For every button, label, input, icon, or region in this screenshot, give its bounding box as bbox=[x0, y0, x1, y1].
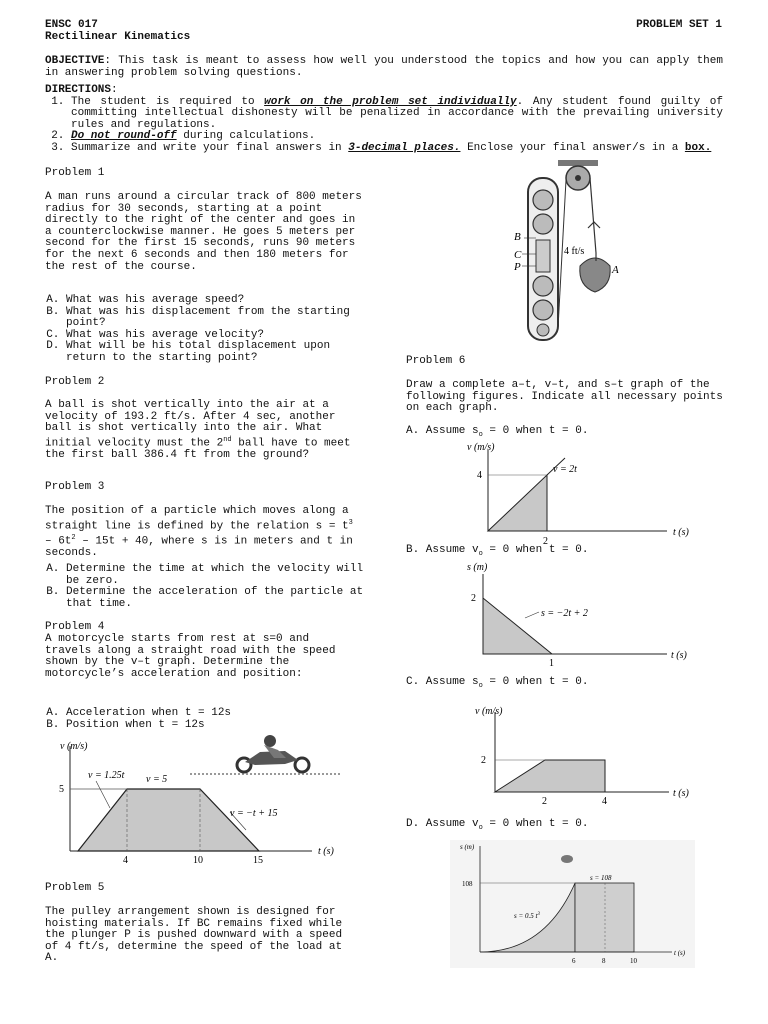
x-tick-label: 15 bbox=[253, 855, 263, 866]
problem-6a-vt-graph bbox=[455, 438, 700, 546]
problem-6-title: Problem 6 bbox=[406, 355, 466, 367]
topic-title: Rectilinear Kinematics bbox=[45, 31, 191, 43]
x-tick-label: 6 bbox=[572, 957, 576, 965]
problem-6-text: Draw a complete a–t, v–t, and s–t graph of the following figures. Indicate all necessary points on each graph. bbox=[406, 379, 723, 415]
graph-x-label: t (s) bbox=[671, 650, 687, 661]
graph-x-label: t (s) bbox=[673, 527, 689, 538]
problem-1-item: B. What was his displacement from the starting point? bbox=[66, 307, 372, 330]
problem-4-item: A. Acceleration when t = 12s bbox=[66, 708, 372, 720]
ball-icon bbox=[561, 855, 573, 863]
problem-3-item: A. Determine the time at which the velocity will be zero. bbox=[66, 564, 372, 587]
problem-6b-st-graph bbox=[455, 556, 700, 668]
graph-y-label: v (m/s) bbox=[475, 706, 503, 717]
problem-1-questions bbox=[42, 295, 372, 365]
course-code: ENSC 017 bbox=[45, 19, 98, 31]
problem-1-item: C. What was his average velocity? bbox=[66, 330, 372, 342]
problem-2-text: A ball is shot vertically into the air at a velocity of 193.2 ft/s. After 4 sec, another ball is shot vertically into the air. What initial velocity must the 2nd ball have to meet the first ball 386.4 ft from the ground? bbox=[45, 399, 351, 462]
pulley-label-a: A bbox=[612, 264, 619, 276]
problem-4-vt-graph bbox=[40, 732, 360, 872]
x-tick-label: 8 bbox=[602, 957, 606, 965]
direction-1: 1. The student is required to work on the problem set individually. Any student found guilty of committing intellectual dishonesty will be penalized in accordance with the prevailing university rules and regulations. bbox=[71, 97, 723, 132]
problem-4-text: A motorcycle starts from rest at s=0 and travels along a straight road with the speed shown by the v–t graph. Determine the motorcycle’s acceleration and position: bbox=[45, 633, 336, 680]
direction-2: 2. Do not round-off during calculations. bbox=[71, 131, 723, 143]
problem-6a-condition: A. Assume $s_o = 0$ when t = 0. bbox=[406, 425, 589, 440]
problem-3-item: B. Determine the acceleration of the particle at that time. bbox=[66, 587, 372, 610]
problem-1-title: Problem 1 bbox=[45, 167, 105, 179]
graph-y-label: s (m) bbox=[467, 562, 488, 573]
problem-4-title: Problem 4 bbox=[45, 621, 105, 633]
pulley-label-c: C bbox=[514, 249, 522, 261]
eq-label: s = −2t + 2 bbox=[541, 608, 588, 619]
eq-label: v = 1.25t bbox=[88, 770, 125, 781]
problem-6d-st-graph bbox=[450, 840, 695, 968]
problem-3-title: Problem 3 bbox=[45, 481, 105, 493]
problem-6d-condition: D. Assume $v_o = 0$ when t = 0. bbox=[406, 818, 589, 833]
problem-4-item: B. Position when t = 12s bbox=[66, 720, 372, 732]
directions-list bbox=[45, 97, 723, 155]
x-tick-label: 2 bbox=[542, 796, 547, 807]
eq-label: v = 2t bbox=[553, 464, 577, 475]
y-tick-label: 4 bbox=[477, 470, 482, 481]
y-tick-label: 2 bbox=[481, 755, 486, 766]
problem-6b-condition: B. Assume $v_o = 0$ when t = 0. bbox=[406, 544, 589, 559]
problem-set-label: PROBLEM SET 1 bbox=[636, 19, 722, 31]
pulley-speed-label: 4 ft/s bbox=[564, 246, 585, 257]
x-tick-label: 4 bbox=[602, 796, 607, 807]
pulley-label-b: B bbox=[514, 231, 521, 243]
objective-label: OBJECTIVE bbox=[45, 55, 105, 67]
problem-2-title: Problem 2 bbox=[45, 376, 105, 388]
problem-1-item: A. What was his average speed? bbox=[66, 295, 372, 307]
x-tick-label: 10 bbox=[630, 957, 637, 965]
x-tick-label: 2 bbox=[543, 536, 548, 546]
pulley-figure bbox=[500, 158, 640, 343]
problem-1-item: D. What will be his total displacement upon return to the starting point? bbox=[66, 341, 372, 364]
motorcycle-icon bbox=[190, 735, 340, 774]
problem-3-text: The position of a particle which moves along a straight line is defined by the relation $s = t^3 - 6t^2 - 15t + 40$, where s is in meters and t in seconds. bbox=[45, 505, 353, 560]
x-tick-label: 1 bbox=[549, 658, 554, 668]
eq-label: v = −t + 15 bbox=[230, 808, 278, 819]
problem-4-questions bbox=[42, 708, 372, 731]
directions-label: DIRECTIONS bbox=[45, 84, 112, 96]
graph-x-label: t (s) bbox=[673, 788, 689, 799]
y-tick-label: 108 bbox=[462, 880, 473, 888]
eq-label: s = 0.5 $t^3$ bbox=[514, 912, 540, 920]
objective-text: : This task is meant to assess how well you understood the topics and how you can apply them in answering problem solving questions. bbox=[45, 55, 723, 79]
problem-5-text: The pulley arrangement shown is designed for hoisting materials. If BC remains fixed while the plunger P is pushed downward with a speed of 4 ft/s, determine the speed of the load at A. bbox=[45, 906, 343, 965]
graph-x-label: t (s) bbox=[318, 846, 334, 857]
graph-x-label: t (s) bbox=[674, 949, 686, 957]
y-tick-label: 5 bbox=[59, 784, 64, 795]
problem-3-questions bbox=[42, 564, 372, 610]
problem-5-title: Problem 5 bbox=[45, 882, 105, 894]
eq-label: s = 108 bbox=[590, 874, 612, 882]
directions: DIRECTIONS: 1. The student is required to work on the problem set individually. Any student found guilty of committing intellectual dishonesty will be penalized in accordance with the prevailing university rules and regulations. 2. Do not round-off during calculations. 3. Summarize and write your final answers in 3-decimal places. Enclose your final answer/s in a box. bbox=[45, 85, 723, 155]
graph-y-label: v (m/s) bbox=[467, 442, 495, 453]
problem-1-text: A man runs around a circular track of 800 meters radius for 30 seconds, starting at a point directly to the right of the center and goes in a counterclockwise manner. He goes 5 meters per second for the first 15 seconds, runs 90 meters for the next 6 seconds and then 180 meters for the rest of the course. bbox=[45, 191, 362, 273]
y-tick-label: 2 bbox=[471, 593, 476, 604]
problem-6c-vt-graph bbox=[455, 700, 700, 810]
x-tick-label: 4 bbox=[123, 855, 128, 866]
graph-y-label: s (m) bbox=[460, 843, 475, 851]
eq-label: v = 5 bbox=[146, 774, 168, 785]
pulley-label-p: P bbox=[514, 261, 521, 273]
x-tick-label: 10 bbox=[193, 855, 203, 866]
graph-y-label: v (m/s) bbox=[60, 741, 88, 752]
problem-6c-condition: C. Assume $s_o = 0$ when t = 0. bbox=[406, 676, 589, 691]
direction-3: 3. Summarize and write your final answers in 3-decimal places. Enclose your final answer/s in a box. bbox=[71, 143, 723, 155]
objective bbox=[45, 56, 723, 79]
